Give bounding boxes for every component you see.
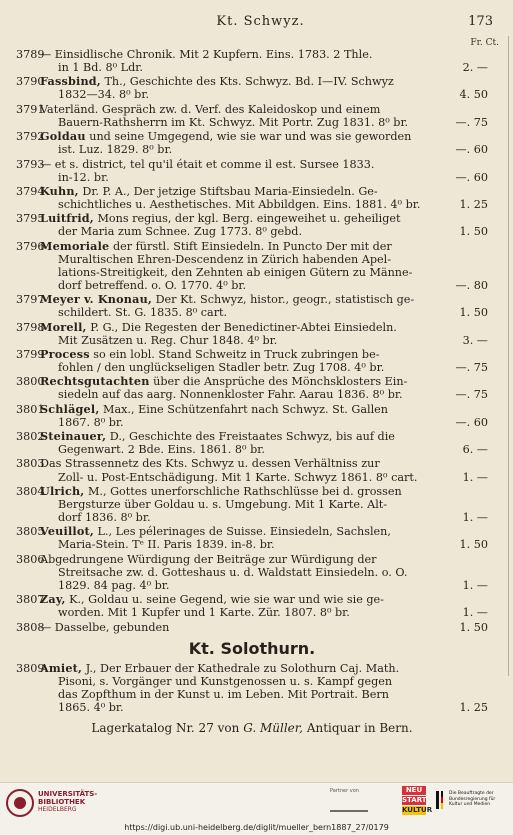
entry-text: Mons regius, der kgl. Berg. eingeweihet u. geheiliget (97, 212, 401, 226)
entry-text: Max., Eine Schützenfahrt nach Schwyz. St. Gallen (102, 402, 388, 416)
entry-price: 1. 25 (459, 197, 488, 211)
entry-line (16, 240, 488, 253)
page-number: 173 (468, 14, 493, 29)
entry-line (16, 511, 488, 524)
entry-line (16, 253, 488, 266)
catalog-entry (16, 485, 488, 524)
entry-price: 6. — (462, 443, 488, 457)
neustart-kultur-logo (402, 786, 433, 822)
entry-line (16, 621, 488, 634)
entry-text: — et s. district, tel qu'il était et comme il est. Sursee 1833. (40, 157, 375, 171)
entry-text: Maria-Stein. Tᵉ II. Paris 1839. in-8. br. (58, 538, 275, 552)
entry-line (16, 443, 488, 456)
entry-author: Kuhn, (40, 183, 79, 198)
entry-line (16, 471, 488, 484)
entry-number: 3802 (16, 430, 45, 444)
entry-line (16, 361, 488, 374)
partner-logo (330, 788, 380, 818)
entry-number: 3792 (16, 130, 45, 144)
catalog-entry (16, 662, 488, 714)
entry-text: Th., Geschichte des Kts. Schwyz. Bd. I—IV. Schwyz (104, 75, 394, 89)
library-name: UNIVERSITÄTS-BIBLIOTHEK (38, 790, 98, 806)
entry-author: Steinauer, (40, 429, 107, 444)
catalog-entry (16, 75, 488, 101)
entry-price: 1. — (462, 578, 488, 592)
catalog-entry (16, 48, 488, 74)
entry-price: 3. — (462, 333, 488, 347)
entry-text: fohlen / den unglückseligen Stadler betr. Zug 1708. 4⁰ br. (58, 361, 385, 375)
catalog-entry (16, 375, 488, 401)
entry-author: Memoriale (40, 238, 110, 253)
section-heading: Kt. Solothurn. (188, 638, 316, 658)
entry-price: —. 60 (455, 143, 488, 157)
partner-mark-icon (330, 798, 368, 812)
right-margin-rule (508, 36, 509, 676)
entry-text: M., Gottes unerforschliche Rathschlüsse bei d. grossen (87, 484, 402, 498)
entry-price: 1. 25 (459, 700, 488, 714)
entry-number: 3808 (16, 620, 45, 634)
entry-text: Muraltischen Ehren-Descendenz in Zürich habenden Apel- (58, 252, 392, 266)
entry-number: 3799 (16, 347, 45, 361)
entry-number: 3795 (16, 212, 45, 226)
entry-price: 1. 50 (459, 306, 488, 320)
entry-line (16, 130, 488, 143)
entry-text: Mit Zusätzen u. Reg. Chur 1848. 4⁰ br. (58, 333, 278, 347)
entry-line (16, 457, 488, 470)
entry-text: Abgedrungene Würdigung der Beiträge zur Würdigung der (40, 552, 377, 566)
catalog-entry (16, 321, 488, 347)
entry-text: — Einsidlische Chronik. Mit 2 Kupfern. Eins. 1783. 2 Thle. (40, 48, 373, 61)
entry-author: Meyer v. Knonau, (40, 292, 153, 307)
entry-author: Rechtsgutachten (40, 374, 150, 389)
entry-number: 3798 (16, 320, 45, 334)
entry-text: D., Geschichte des Freistaates Schwyz, bis auf die (109, 430, 395, 444)
entry-line (16, 116, 488, 129)
entry-number: 3794 (16, 184, 45, 198)
entry-author: Zay, (40, 592, 66, 607)
entry-text: K., Goldau u. seine Gegend, wie sie war und wie sie ge- (69, 593, 384, 607)
entry-author: Veuillot, (40, 524, 94, 539)
catalog-entry (16, 553, 488, 592)
catalog-entry (16, 593, 488, 619)
entry-text: der Maria zum Schnee. Zug 1773. 8⁰ gebd. (58, 225, 303, 239)
entry-line (16, 498, 488, 511)
entry-price: —. 75 (455, 388, 488, 402)
entry-line (16, 198, 488, 211)
entry-text: Zoll- u. Post-Entschädigung. Mit 1 Karte. Schwyz 1861. 8⁰ cart. (58, 470, 418, 484)
entry-text: L., Les pélerinages de Suisse. Einsiedeln, Sachslen, (97, 525, 391, 539)
entry-price: 1. — (462, 511, 488, 524)
page-url[interactable]: https://digi.ub.uni-heidelberg.de/diglit/mueller_bern1887_27/0179 (124, 823, 389, 832)
entry-text: in-12. br. (58, 170, 109, 184)
price-column-header: Fr. Ct. (470, 38, 499, 48)
entry-line (16, 388, 488, 401)
catalog-entry (16, 240, 488, 292)
entry-line (16, 185, 488, 198)
entry-author: Fassbind, (40, 74, 101, 89)
entry-line (16, 225, 488, 238)
entry-text: ist. Luz. 1829. 8⁰ br. (58, 143, 173, 157)
neustart-word-1: NEU (402, 786, 426, 795)
catalog-entry (16, 457, 488, 483)
entry-line (16, 606, 488, 619)
entry-text: 1865. 4⁰ br. (58, 700, 124, 714)
entry-number: 3789 (16, 48, 45, 61)
entry-price: —. 80 (455, 278, 488, 292)
entry-line (16, 279, 488, 292)
entry-price: 1. — (462, 470, 488, 484)
entry-text: und seine Umgegend, wie sie war und was sie geworden (89, 130, 412, 144)
entry-line (16, 566, 488, 579)
entry-price: 1. — (462, 606, 488, 620)
entry-line (16, 701, 488, 714)
entry-price: 4. 50 (459, 88, 488, 102)
neustart-word-2: START (402, 796, 427, 804)
bkm-logo (436, 789, 508, 819)
partner-label: Partner von (330, 788, 359, 794)
entry-text: Vaterländ. Gespräch zw. d. Verf. des Kaleidoskop und einem (40, 102, 381, 116)
entry-text: — Dasselbe, gebunden (40, 620, 170, 634)
entry-line (16, 593, 488, 606)
entry-text: lations-Streitigkeit, den Zehnten ab einigen Gütern zu Männe- (58, 265, 413, 279)
entry-line (16, 375, 488, 388)
entry-line (16, 662, 488, 675)
entries-list (16, 48, 488, 735)
entry-line (16, 688, 488, 701)
catalog-entry (16, 430, 488, 456)
entry-price: 1. 50 (459, 620, 488, 634)
entry-line (16, 416, 488, 429)
university-library-logo[interactable] (6, 789, 116, 819)
entry-line (16, 430, 488, 443)
entry-text: so ein lobl. Stand Schweitz in Truck zubringen be- (93, 347, 380, 361)
entry-text: worden. Mit 1 Kupfer und 1 Karte. Zür. 1807. 8⁰ br. (58, 606, 350, 620)
entry-line (16, 553, 488, 566)
entry-line (16, 538, 488, 551)
entry-number: 3809 (16, 661, 45, 675)
entry-author: Goldau (40, 129, 86, 144)
entry-text: 1832—34. 8⁰ br. (58, 88, 150, 102)
entry-line (16, 525, 488, 538)
entry-number: 3803 (16, 457, 45, 471)
entry-text: schichtliches u. Aesthetisches. Mit Abbildgen. Eins. 1881. 4⁰ br. (58, 197, 421, 211)
entry-price: —. 75 (455, 361, 488, 375)
entry-line (16, 348, 488, 361)
entry-text: das Zopfthum in der Kunst u. im Leben. Mit Portrait. Bern (58, 687, 389, 701)
catalog-entry (16, 212, 488, 238)
entry-text: siedeln auf das aarg. Nonnenkloster Fahr. Aarau 1836. 8⁰ br. (58, 388, 403, 402)
bkm-text: Die Beauftragte der Bundesregierung für Kultur und Medien (449, 791, 496, 807)
catalog-entry (16, 130, 488, 156)
entry-text: schildert. St. G. 1835. 8⁰ cart. (58, 306, 228, 320)
entry-line (16, 293, 488, 306)
entry-line (16, 485, 488, 498)
entry-number: 3791 (16, 102, 45, 116)
entry-price: 2. — (462, 61, 488, 75)
entry-author: Ulrich, (40, 483, 85, 498)
entry-line (16, 306, 488, 319)
entry-number: 3807 (16, 593, 45, 607)
entry-text: Dr. P. A., Der jetzige Stiftsbau Maria-Einsiedeln. Ge- (82, 184, 378, 198)
entry-line (16, 75, 488, 88)
entry-number: 3790 (16, 75, 45, 89)
catalog-entry (16, 185, 488, 211)
entry-author: Amiet, (40, 660, 83, 675)
entry-price: 1. 50 (459, 538, 488, 552)
library-city: HEIDELBERG (38, 806, 77, 813)
entry-author: Process (40, 346, 90, 361)
entry-number: 3801 (16, 402, 45, 416)
entry-author: Morell, (40, 319, 87, 334)
imprint-prefix: Lagerkatalog Nr. 27 von (91, 720, 244, 735)
entry-line (16, 61, 488, 74)
viewer-footer (0, 782, 513, 835)
entry-text: dorf betreffend. o. O. 1770. 4⁰ br. (58, 278, 247, 292)
entry-number: 3797 (16, 293, 45, 307)
entry-text: dorf 1836. 8⁰ br. (58, 511, 151, 524)
catalog-entry (16, 103, 488, 129)
catalog-entry (16, 403, 488, 429)
entry-line (16, 103, 488, 116)
entry-line (16, 579, 488, 592)
catalog-entry (16, 158, 488, 184)
entry-line (16, 403, 488, 416)
entry-text: 1867. 8⁰ br. (58, 415, 124, 429)
entry-author: Schlägel, (40, 401, 100, 416)
entry-line (16, 321, 488, 334)
entry-text: Bergsturze über Goldau u. s. Umgebung. Mit 1 Karte. Alt- (58, 497, 388, 511)
entry-line (16, 334, 488, 347)
entry-text: Das Strassennetz des Kts. Schwyz u. dessen Verhältniss zur (40, 457, 380, 471)
seal-icon (6, 789, 34, 817)
entry-line (16, 212, 488, 225)
catalog-entry (16, 525, 488, 551)
page-title: Kt. Schwyz. (216, 14, 305, 29)
neustart-word-3: KULTUR (402, 806, 433, 814)
page-header (20, 14, 501, 32)
entry-text: Pisoni, s. Vorgänger und Kunstgenossen u. s. Kampf gegen (58, 674, 393, 688)
entry-number: 3806 (16, 552, 45, 566)
entry-text: J., Der Erbauer der Kathedrale zu Solothurn Caj. Math. (85, 661, 400, 675)
entry-price: —. 60 (455, 415, 488, 429)
entry-text: in 1 Bd. 8⁰ Ldr. (58, 61, 143, 75)
entry-line (16, 88, 488, 101)
entry-line (16, 158, 488, 171)
catalog-entry (16, 293, 488, 319)
entry-line (16, 143, 488, 156)
entry-price: —. 60 (455, 170, 488, 184)
entry-number: 3804 (16, 484, 45, 498)
imprint-name: G. Müller, (243, 720, 303, 735)
entry-text: Gegenwart. 2 Bde. Eins. 1861. 8⁰ br. (58, 443, 265, 457)
entry-number: 3800 (16, 375, 45, 389)
catalog-entry (16, 621, 488, 634)
imprint-suffix: Antiquar in Bern. (303, 720, 413, 735)
entry-text: 1829. 84 pag. 4⁰ br. (58, 578, 170, 592)
entry-text: über die Ansprüche des Mönchsklosters Ein- (153, 375, 408, 389)
entry-line (16, 171, 488, 184)
flag-icon (441, 791, 443, 809)
entry-text: der fürstl. Stift Einsiedeln. In Puncto Der mit der (112, 239, 392, 253)
entry-text: Streitsache zw. d. Gotteshaus u. d. Waldstatt Einsiedeln. o. O. (58, 565, 408, 579)
entry-text: P. G., Die Regesten der Benedictiner-Abtei Einsiedeln. (90, 320, 397, 334)
catalog-imprint (16, 721, 488, 735)
entry-line (16, 266, 488, 279)
entry-line (16, 48, 488, 61)
entry-number: 3805 (16, 525, 45, 539)
entry-price: —. 75 (455, 115, 488, 129)
entry-author: Luitfrid, (40, 211, 94, 226)
entry-price: 1. 50 (459, 225, 488, 239)
entry-number: 3793 (16, 157, 45, 171)
entry-text: Bauern-Rathsherrn im Kt. Schwyz. Mit Portr. Zug 1831. 8⁰ br. (58, 115, 409, 129)
catalog-entry (16, 348, 488, 374)
entry-text: Der Kt. Schwyz, histor., geogr., statistisch ge- (155, 293, 415, 307)
entry-number: 3796 (16, 239, 45, 253)
entry-line (16, 675, 488, 688)
